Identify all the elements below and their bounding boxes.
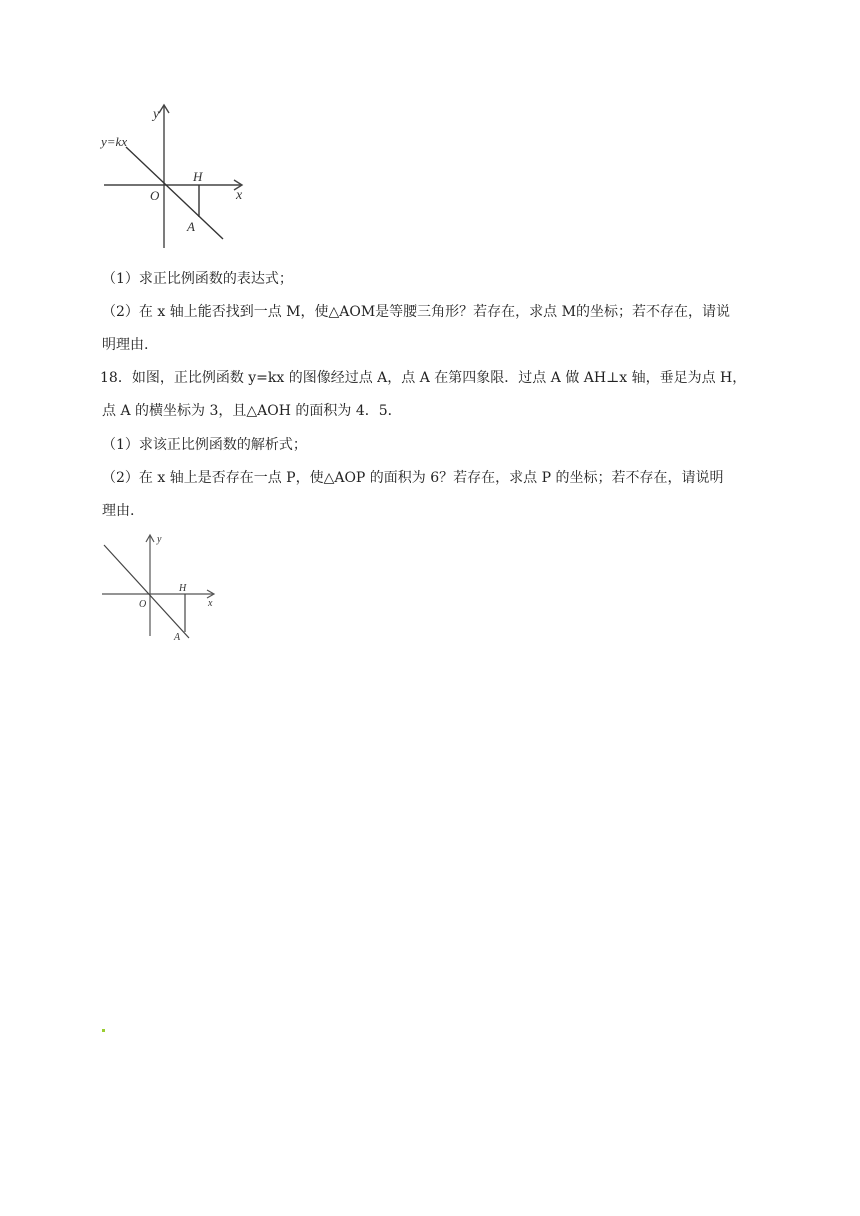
label-y: y bbox=[153, 107, 160, 122]
label-x-2: x bbox=[208, 598, 213, 609]
label-h: H bbox=[193, 169, 203, 184]
label-o-2: O bbox=[139, 599, 147, 610]
figure-2-graph bbox=[98, 532, 228, 642]
q18-line2: 点 A 的横坐标为 3，且△AOH 的面积为 4．5． bbox=[102, 403, 402, 419]
q18-line1: 18．如图，正比例函数 y=kx 的图像经过点 A，点 A 在第四象限．过点 A 做 AH⊥x 轴，垂足为点 H， bbox=[100, 370, 747, 386]
q18-part2-line2: 理由. bbox=[102, 503, 135, 519]
proportional-line-2 bbox=[104, 545, 189, 638]
q17-part2-line1: （2）在 x 轴上能否找到一点 M，使△AOM是等腰三角形？若存在，求点 M的坐标；若不存在，请说 bbox=[102, 304, 730, 320]
label-y-2: y bbox=[157, 534, 162, 545]
stray-mark bbox=[102, 1029, 105, 1032]
q18-part2-line1: （2）在 x 轴上是否存在一点 P，使△AOP 的面积为 6？若存在，求点 P 的坐标；若不存在，请说明 bbox=[102, 470, 724, 486]
label-line: y=kx bbox=[101, 134, 128, 149]
label-a-2: A bbox=[174, 632, 181, 642]
q17-part2-line2: 明理由. bbox=[102, 337, 149, 353]
q17-part1: （1）求正比例函数的表达式； bbox=[102, 271, 293, 287]
label-x: x bbox=[236, 188, 243, 203]
q18-part1: （1）求该正比例函数的解析式； bbox=[102, 437, 307, 453]
label-o: O bbox=[150, 188, 160, 203]
figure-1-graph bbox=[96, 100, 276, 260]
proportional-line bbox=[126, 147, 223, 239]
label-h-2: H bbox=[179, 583, 187, 594]
label-a: A bbox=[187, 219, 195, 234]
